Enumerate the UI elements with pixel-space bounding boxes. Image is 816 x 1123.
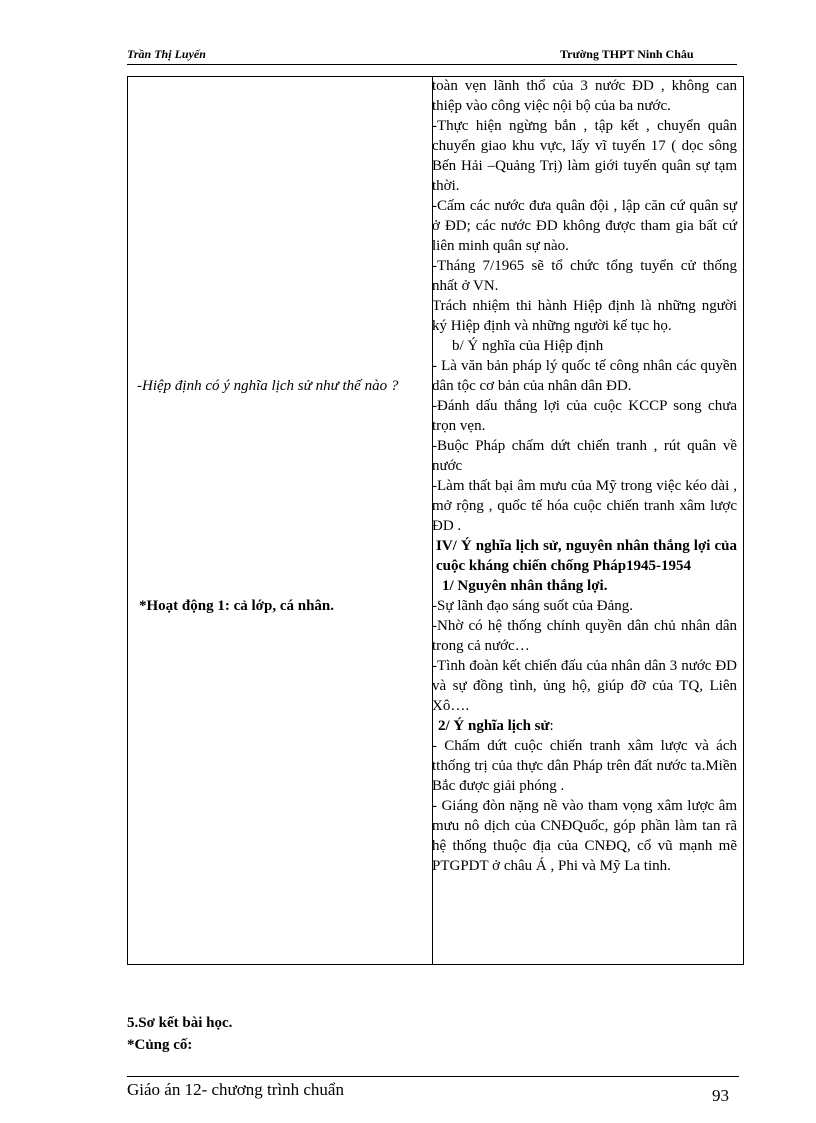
subheading-causes: 1/ Nguyên nhân thắng lợi. [442,578,608,594]
section-heading-iv: IV/ Ý nghĩa lịch sử, nguyên nhân thắng lợi của cuộc kháng chiến chống Pháp1945-1954 [436,538,737,574]
summary-title: 5.Sơ kết bài học. [127,1015,233,1031]
header-school: Trường THPT Ninh Châu [560,47,694,61]
section-heading-significance: b/ Ý nghĩa của Hiệp định [452,338,604,354]
content-paragraph: -Cấm các nước đưa quân đội , lập căn cứ quân sự ở ĐD; các nước ĐD không được tham gia bất cứ liên minh quân sự nào. [432,198,737,254]
content-paragraph: - Giáng đòn nặng nề vào tham vọng xâm lược âm mưu nô dịch của CNĐQuốc, góp phần làm tan rã hệ thống thuộc địa của CNĐQ, cổ vũ mạnh mẽ PTGPDT ở châu Á , Phi và Mỹ La tinh. [432,798,737,874]
content-paragraph: toàn vẹn lãnh thổ của 3 nước ĐD , không can thiệp vào công việc nội bộ của ba nước. [432,78,737,114]
content-paragraph: - Chấm dứt cuộc chiến tranh xâm lược và ách tthống trị của thực dân Pháp trên đất nước ta.Miền Bắc được giải phóng . [432,738,737,794]
content-paragraph: -Buộc Pháp chấm dứt chiến tranh , rút quân về nước [432,438,737,474]
content-paragraph: - Là văn bản pháp lý quốc tế công nhân các quyền dân tộc cơ bản của nhân dân ĐD. [432,358,737,394]
summary-subtitle: *Củng cố: [127,1037,193,1053]
content-paragraph: -Tình đoàn kết chiến đấu của nhân dân 3 nước ĐD và sự đồng tình, ủng hộ, giúp đỡ của TQ, Liên Xô…. [432,658,737,714]
content-paragraph: -Thực hiện ngừng bắn , tập kết , chuyển quân chuyển giao khu vực, lấy vĩ tuyến 17 ( dọc sông Bến Hải –Quảng Trị) làm giới tuyến quân sự tạm thời. [432,118,737,194]
content-paragraph: -Đánh dấu thắng lợi của cuộc KCCP song chưa trọn vẹn. [432,398,737,434]
header-rule [127,64,737,65]
footer-rule [127,1076,739,1077]
content-paragraph: -Sự lãnh đạo sáng suốt của Đảng. [432,598,634,614]
content-column [432,76,737,876]
question-cell: -Hiệp định có ý nghĩa lịch sử như thế nào ? [137,378,399,394]
page-number: 93 [712,1086,729,1105]
subheading-significance: 2/ Ý nghĩa lịch sử [438,718,550,734]
content-paragraph: Trách nhiệm thi hành Hiệp định là những người ký Hiệp định và những người kế tục họ. [432,298,737,334]
subheading-significance-line [432,716,737,736]
content-paragraph: -Nhờ có hệ thống chính quyền dân chủ nhân dân trong cả nước… [432,618,737,654]
content-paragraph: -Tháng 7/1965 sẽ tổ chức tổng tuyển cử thống nhất ở VN. [432,258,737,294]
subheading-colon: : [549,718,554,734]
content-paragraph: -Làm thất bại âm mưu của Mỹ trong việc kéo dài , mở rộng , quốc tế hóa cuộc chiến tranh xâm lược ĐD . [432,478,737,534]
footer-title: Giáo án 12- chương trình chuẩn [127,1080,344,1099]
header-author: Trần Thị Luyến [127,47,206,61]
activity-cell: *Hoạt động 1: cả lớp, cá nhân. [139,598,334,614]
